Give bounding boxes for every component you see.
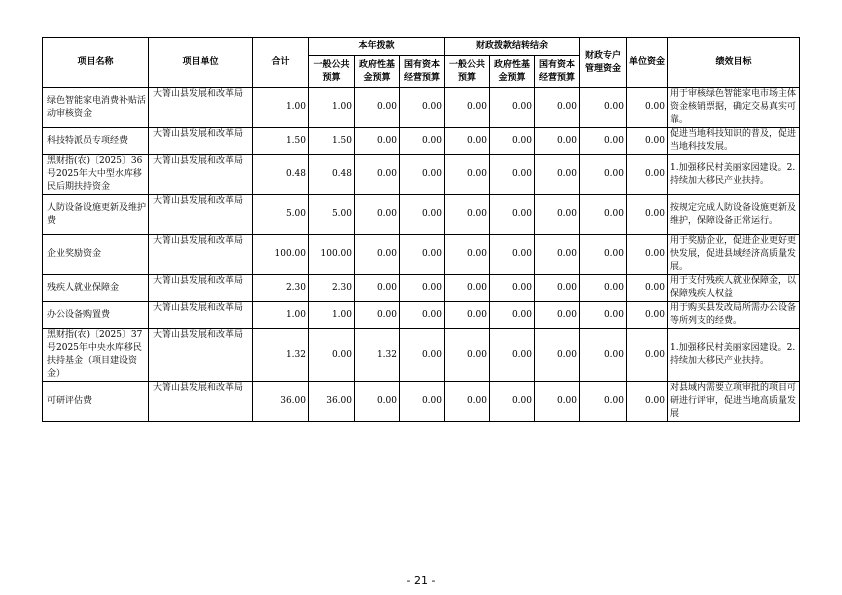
amount-cell: 0.00 [355,195,400,235]
amount-cell: 0.00 [580,302,627,329]
performance-goal: 对县域内需要立项审批的项目可研进行评审，促进当地高质量发展 [668,382,800,422]
amount-cell: 0.00 [400,302,445,329]
header-sub: 政府性基金预算 [490,56,535,88]
header-sub: 一般公共预算 [445,56,490,88]
header-group-carry: 财政拨款结转结余 [445,38,580,56]
amount-cell: 0.00 [355,128,400,155]
table-row [43,155,800,195]
table-row [43,128,800,155]
amount-cell: 0.00 [490,88,535,128]
amount-cell: 0.00 [445,88,490,128]
amount-cell: 0.00 [490,302,535,329]
amount-cell: 0.00 [490,195,535,235]
amount-cell: 0.00 [535,382,580,422]
amount-cell: 0.00 [490,329,535,382]
amount-cell: 0.00 [535,235,580,275]
amount-cell: 0.00 [535,88,580,128]
header-group-current: 本年拨款 [309,38,445,56]
amount-cell: 0.00 [400,329,445,382]
project-unit: 大箐山县发展和改革局 [149,88,253,128]
amount-cell: 0.00 [445,195,490,235]
project-name: 办公设备购置费 [43,302,149,329]
amount-cell: 5.00 [253,195,309,235]
page-number: - 21 - [406,574,436,587]
amount-cell: 0.48 [253,155,309,195]
amount-cell: 0.00 [355,302,400,329]
project-unit: 大箐山县发展和改革局 [149,155,253,195]
amount-cell: 0.00 [400,128,445,155]
performance-goal: 用于支付残疾人就业保障金，以保障残疾人权益 [668,275,800,302]
amount-cell: 0.00 [400,235,445,275]
amount-cell: 1.50 [309,128,355,155]
header-sub: 国有资本经营预算 [400,56,445,88]
project-name: 可研评估费 [43,382,149,422]
project-name: 企业奖励资金 [43,235,149,275]
amount-cell: 0.00 [400,88,445,128]
amount-cell: 0.00 [580,382,627,422]
amount-cell: 0.00 [309,329,355,382]
amount-cell: 0.00 [535,275,580,302]
amount-cell: 0.00 [445,329,490,382]
project-name: 人防设备设施更新及维护费 [43,195,149,235]
amount-cell: 0.00 [580,128,627,155]
amount-cell: 0.00 [400,155,445,195]
amount-cell: 0.00 [355,235,400,275]
amount-cell: 0.00 [580,195,627,235]
amount-cell: 0.00 [535,329,580,382]
header-unit: 项目单位 [149,38,253,88]
amount-cell: 0.00 [535,155,580,195]
project-unit: 大箐山县发展和改革局 [149,302,253,329]
table-row [43,88,800,128]
amount-cell: 0.00 [580,235,627,275]
project-unit: 大箐山县发展和改革局 [149,235,253,275]
amount-cell: 0.00 [355,155,400,195]
project-name: 科技特派员专项经费 [43,128,149,155]
table-row [43,329,800,382]
table-row [43,382,800,422]
table-row [43,235,800,275]
amount-cell: 0.00 [355,275,400,302]
header-sub: 政府性基金预算 [355,56,400,88]
amount-cell: 100.00 [309,235,355,275]
amount-cell: 0.48 [309,155,355,195]
amount-cell: 5.00 [309,195,355,235]
header-special: 财政专户管理资金 [580,38,627,88]
amount-cell: 0.00 [580,155,627,195]
table-row [43,195,800,235]
table-row [43,302,800,329]
performance-goal: 1.加强移民村美丽家园建设。2.持续加大移民产业扶持。 [668,329,800,382]
amount-cell: 0.00 [490,128,535,155]
project-unit: 大箐山县发展和改革局 [149,382,253,422]
amount-cell: 0.00 [445,155,490,195]
amount-cell: 0.00 [355,88,400,128]
project-unit: 大箐山县发展和改革局 [149,195,253,235]
amount-cell: 0.00 [445,235,490,275]
amount-cell: 0.00 [580,275,627,302]
amount-cell: 0.00 [627,155,668,195]
amount-cell: 0.00 [490,155,535,195]
budget-table [42,37,800,422]
amount-cell: 1.00 [253,88,309,128]
project-name: 残疾人就业保障金 [43,275,149,302]
project-unit: 大箐山县发展和改革局 [149,128,253,155]
amount-cell: 0.00 [627,382,668,422]
amount-cell: 0.00 [535,195,580,235]
amount-cell: 1.50 [253,128,309,155]
amount-cell: 1.32 [253,329,309,382]
project-name: 黑财指(农)〔2025〕37号2025年中央水库移民扶持基金（项目建设资金） [43,329,149,382]
amount-cell: 1.00 [253,302,309,329]
performance-goal: 促进当地科技知识的普及，促进当地科技发展。 [668,128,800,155]
performance-goal: 用于审核绿色智能家电市场主体资金核销票据，确定交易真实可靠。 [668,88,800,128]
amount-cell: 1.32 [355,329,400,382]
header-sub: 一般公共预算 [309,56,355,88]
amount-cell: 0.00 [355,382,400,422]
amount-cell: 0.00 [580,88,627,128]
amount-cell: 0.00 [445,382,490,422]
amount-cell: 0.00 [445,275,490,302]
amount-cell: 0.00 [627,88,668,128]
performance-goal: 用于购买县发改局所需办公设备等所列支的经费。 [668,302,800,329]
header-goal: 绩效目标 [668,38,800,88]
performance-goal: 1.加强移民村美丽家园建设。2.持续加大移民产业扶持。 [668,155,800,195]
amount-cell: 0.00 [400,275,445,302]
amount-cell: 1.00 [309,302,355,329]
amount-cell: 0.00 [627,275,668,302]
project-name: 绿色智能家电消费补贴活动审核资金 [43,88,149,128]
amount-cell: 0.00 [627,302,668,329]
amount-cell: 0.00 [535,128,580,155]
amount-cell: 0.00 [627,329,668,382]
amount-cell: 0.00 [627,128,668,155]
amount-cell: 0.00 [490,382,535,422]
amount-cell: 2.30 [253,275,309,302]
amount-cell: 0.00 [627,235,668,275]
project-unit: 大箐山县发展和改革局 [149,275,253,302]
amount-cell: 0.00 [580,329,627,382]
header-name: 项目名称 [43,38,149,88]
header-total: 合计 [253,38,309,88]
amount-cell: 0.00 [445,128,490,155]
amount-cell: 2.30 [309,275,355,302]
table-row [43,275,800,302]
performance-goal: 用于奖励企业，促进企业更好更快发展，促进县域经济高质量发展。 [668,235,800,275]
amount-cell: 0.00 [490,235,535,275]
amount-cell: 0.00 [490,275,535,302]
amount-cell: 1.00 [309,88,355,128]
header-unitfund: 单位资金 [627,38,668,88]
project-unit: 大箐山县发展和改革局 [149,329,253,382]
amount-cell: 0.00 [400,195,445,235]
project-name: 黑财指(农)〔2025〕36号2025年大中型水库移民后期扶持资金 [43,155,149,195]
amount-cell: 36.00 [309,382,355,422]
performance-goal: 按规定完成人防设备设施更新及维护，保障设备正常运行。 [668,195,800,235]
amount-cell: 0.00 [627,195,668,235]
header-sub: 国有资本经营预算 [535,56,580,88]
amount-cell: 0.00 [400,382,445,422]
amount-cell: 36.00 [253,382,309,422]
amount-cell: 0.00 [445,302,490,329]
amount-cell: 100.00 [253,235,309,275]
amount-cell: 0.00 [535,302,580,329]
